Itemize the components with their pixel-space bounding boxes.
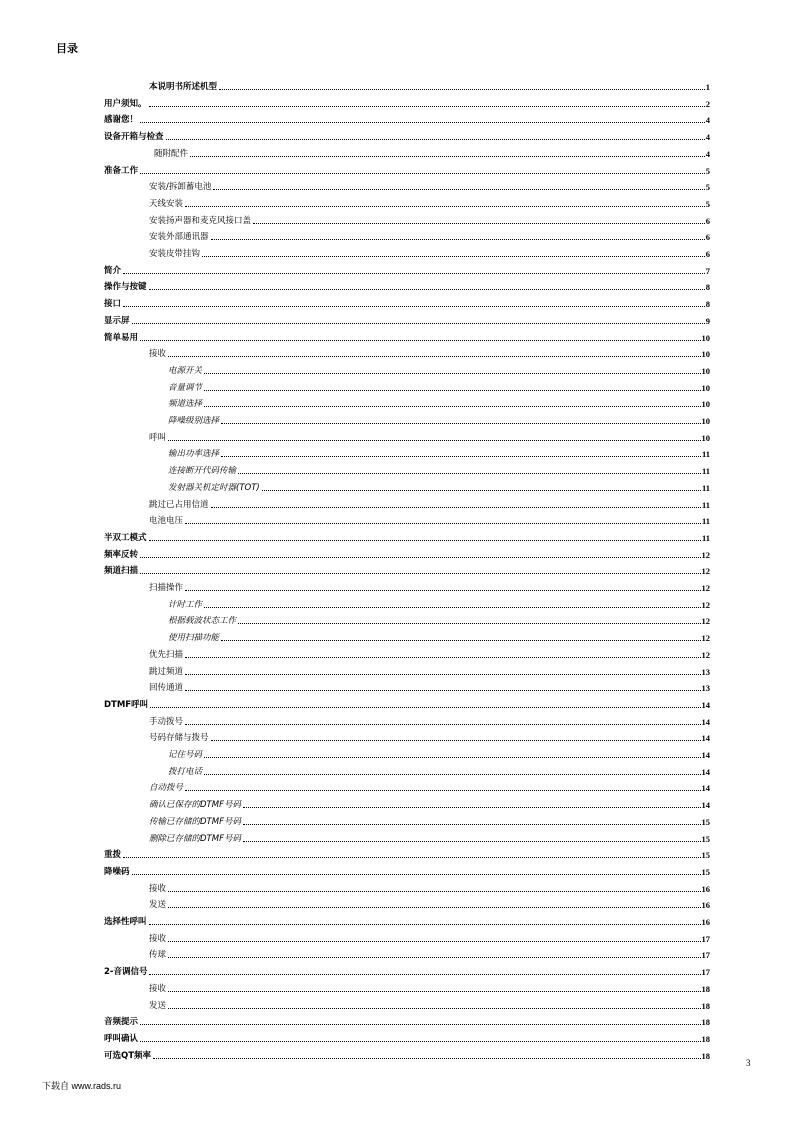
toc-entry-title: 删除已存储的DTMF号码 xyxy=(149,833,241,844)
toc-entry-page: 8 xyxy=(705,299,710,310)
toc-entry[interactable] xyxy=(104,914,710,928)
toc-entry-title: 跳过已占用信道 xyxy=(149,499,209,510)
toc-entry[interactable] xyxy=(149,229,710,243)
toc-entry-title: 根据载波状态工作 xyxy=(168,616,237,627)
toc-entry-page: 6 xyxy=(705,215,710,226)
toc-heading: 目录 xyxy=(56,42,78,55)
toc-entry[interactable] xyxy=(168,630,710,644)
toc-leader-dots xyxy=(238,473,701,474)
toc-entry-page: 10 xyxy=(701,332,710,343)
toc-entry-page: 17 xyxy=(701,950,710,961)
toc-entry-page: 2 xyxy=(705,98,710,109)
toc-entry-title: 发送 xyxy=(149,900,167,911)
toc-entry-page: 18 xyxy=(701,1017,710,1028)
toc-entry-title: 音量调节 xyxy=(168,382,203,393)
toc-leader-dots xyxy=(140,340,700,341)
toc-entry-title: 接收 xyxy=(149,349,167,360)
toc-entry-page: 15 xyxy=(701,816,710,827)
toc-entry-title: 发射器关机定时器(TOT) xyxy=(168,482,260,493)
toc-entry-page: 1 xyxy=(705,82,710,92)
toc-entry[interactable] xyxy=(149,831,710,845)
toc-entry[interactable] xyxy=(104,697,710,711)
toc-leader-dots xyxy=(168,1008,700,1009)
toc-entry-title: 传输已存储的DTMF号码 xyxy=(149,816,241,827)
toc-entry-title: DTMF呼叫 xyxy=(104,699,149,710)
toc-entry[interactable] xyxy=(149,346,710,360)
toc-leader-dots xyxy=(204,607,700,608)
toc-entry-title: 天线安装 xyxy=(149,198,184,209)
toc-entry-page: 10 xyxy=(701,432,710,443)
toc-entry[interactable] xyxy=(104,1014,710,1028)
toc-entry-title: 手动拨号 xyxy=(149,716,184,727)
toc-leader-dots xyxy=(140,1041,700,1042)
toc-leader-dots xyxy=(221,640,700,641)
toc-entry[interactable] xyxy=(168,480,710,494)
toc-entry-title: 回传通道 xyxy=(149,683,184,694)
toc-entry-page: 10 xyxy=(701,365,710,376)
toc-entry[interactable] xyxy=(149,580,710,594)
toc-leader-dots xyxy=(211,507,701,508)
toc-entry-page: 13 xyxy=(701,683,710,694)
toc-leader-dots xyxy=(185,590,700,591)
toc-entry[interactable] xyxy=(149,246,710,260)
toc-leader-dots xyxy=(168,907,700,908)
toc-entry[interactable] xyxy=(104,330,710,344)
toc-entry[interactable] xyxy=(149,730,710,744)
toc-leader-dots xyxy=(243,807,701,808)
toc-leader-dots xyxy=(168,440,700,441)
toc-leader-dots xyxy=(140,173,705,174)
toc-leader-dots xyxy=(149,289,705,290)
toc-entry-title: 电源开关 xyxy=(168,365,203,376)
toc-entry-title: 频率反转 xyxy=(104,549,139,560)
toc-leader-dots xyxy=(168,356,700,357)
toc-entry-page: 7 xyxy=(705,265,710,276)
toc-entry[interactable] xyxy=(149,680,710,694)
toc-entry-title: 发送 xyxy=(149,1000,167,1011)
toc-leader-dots xyxy=(168,891,700,892)
toc-entry-page: 6 xyxy=(705,232,710,243)
toc-entry[interactable] xyxy=(149,179,710,193)
toc-entry[interactable] xyxy=(154,146,710,160)
toc-entry[interactable] xyxy=(168,747,710,761)
toc-entry-title: 扫描操作 xyxy=(149,583,184,593)
toc-entry-page: 11 xyxy=(701,499,710,510)
toc-entry-title: 输出功率选择 xyxy=(168,449,220,460)
toc-entry-page: 15 xyxy=(701,850,710,861)
toc-entry-title: 简介 xyxy=(104,265,122,276)
toc-leader-dots xyxy=(204,406,700,407)
toc-entry-page: 12 xyxy=(701,583,710,593)
toc-entry-page: 12 xyxy=(701,633,710,644)
toc-entry[interactable] xyxy=(104,547,710,561)
toc-entry-page: 14 xyxy=(701,800,710,811)
toc-leader-dots xyxy=(153,1058,700,1059)
toc-leader-dots xyxy=(123,306,705,307)
toc-entry-title: 安装扬声器和麦克风接口盖 xyxy=(149,215,252,226)
toc-leader-dots xyxy=(211,239,705,240)
toc-entry-page: 18 xyxy=(701,1033,710,1044)
toc-entry-title: 使用扫描功能 xyxy=(168,633,220,644)
toc-leader-dots xyxy=(140,557,700,558)
toc-entry[interactable] xyxy=(104,163,710,177)
toc-entry[interactable] xyxy=(104,279,710,293)
toc-leader-dots xyxy=(204,774,700,775)
toc-entry-page: 11 xyxy=(701,532,710,543)
toc-entry-title: 呼叫确认 xyxy=(104,1033,139,1044)
page-number: 3 xyxy=(746,1058,751,1068)
toc-entry-page: 14 xyxy=(701,716,710,727)
toc-entry-title: 本说明书所述机型 xyxy=(149,82,218,92)
toc-entry-title: 号码存储与拨号 xyxy=(149,733,209,744)
toc-entry-page: 13 xyxy=(701,666,710,677)
toc-entry-page: 14 xyxy=(701,766,710,777)
toc-entry[interactable] xyxy=(168,597,710,611)
toc-entry[interactable] xyxy=(149,430,710,444)
toc-leader-dots xyxy=(140,122,705,123)
toc-entry-page: 14 xyxy=(701,783,710,794)
toc-entry[interactable] xyxy=(104,263,710,277)
toc-leader-dots xyxy=(204,373,700,374)
toc-leader-dots xyxy=(166,139,705,140)
toc-leader-dots xyxy=(211,740,701,741)
toc-entry-page: 16 xyxy=(701,900,710,911)
toc-entry-page: 11 xyxy=(701,466,710,477)
toc-leader-dots xyxy=(243,824,701,825)
toc-entry[interactable] xyxy=(149,780,710,794)
toc-entry-title: 感谢您！ xyxy=(104,115,139,126)
toc-entry-page: 15 xyxy=(701,833,710,844)
toc-leader-dots xyxy=(140,1024,700,1025)
toc-leader-dots xyxy=(123,273,705,274)
toc-entry[interactable] xyxy=(104,847,710,861)
toc-entry-title: 确认已保存的DTMF号码 xyxy=(149,800,241,811)
toc-entry-title: 频道选择 xyxy=(168,399,203,410)
toc-leader-dots xyxy=(123,857,700,858)
toc-leader-dots xyxy=(185,790,700,791)
toc-entry[interactable] xyxy=(104,864,710,878)
toc-entry-page: 10 xyxy=(701,399,710,410)
toc-leader-dots xyxy=(204,757,700,758)
toc-entry-page: 11 xyxy=(701,516,710,527)
toc-entry-page: 14 xyxy=(701,750,710,760)
toc-entry-page: 14 xyxy=(701,733,710,744)
toc-entry[interactable] xyxy=(104,964,710,978)
toc-entry-title: 传球 xyxy=(149,950,167,961)
toc-entry[interactable] xyxy=(168,613,710,627)
toc-entry[interactable] xyxy=(149,998,710,1012)
toc-entry-page: 16 xyxy=(701,883,710,894)
toc-leader-dots xyxy=(140,573,700,574)
toc-entry-page: 14 xyxy=(701,699,710,710)
toc-entry[interactable] xyxy=(168,363,710,377)
toc-leader-dots xyxy=(253,223,705,224)
toc-entry[interactable] xyxy=(168,446,710,460)
toc-entry[interactable] xyxy=(104,563,710,577)
toc-entry-title: 设备开箱与检查 xyxy=(104,132,164,143)
toc-entry-page: 4 xyxy=(705,132,710,143)
toc-entry[interactable] xyxy=(149,714,710,728)
toc-leader-dots xyxy=(238,623,700,624)
toc-entry-page: 10 xyxy=(701,349,710,360)
toc-entry[interactable] xyxy=(104,313,710,327)
toc-leader-dots xyxy=(213,189,704,190)
toc-entry-title: 操作与按键 xyxy=(104,282,147,293)
toc-leader-dots xyxy=(202,256,705,257)
toc-entry-title: 接收 xyxy=(149,883,167,894)
toc-entry-page: 10 xyxy=(701,382,710,393)
toc-entry[interactable] xyxy=(104,1048,710,1062)
toc-entry-title: 接收 xyxy=(149,933,167,944)
toc-entry-page: 4 xyxy=(705,115,710,126)
toc-entry-title: 降噪码 xyxy=(104,866,130,877)
toc-entry[interactable] xyxy=(104,1031,710,1045)
toc-entry-page: 5 xyxy=(705,182,710,193)
toc-entry-title: 优先扫描 xyxy=(149,649,184,660)
toc-leader-dots xyxy=(150,707,700,708)
toc-entry-page: 8 xyxy=(705,282,710,293)
toc-leader-dots xyxy=(168,941,700,942)
toc-entry[interactable] xyxy=(149,213,710,227)
toc-leader-dots xyxy=(132,323,705,324)
toc-entry-title: 选择性呼叫 xyxy=(104,917,147,927)
toc-entry-title: 随附配件 xyxy=(154,148,189,159)
toc-leader-dots xyxy=(221,423,700,424)
toc-entry-title: 安装/拆卸蓄电池 xyxy=(149,182,212,193)
toc-entry[interactable] xyxy=(149,513,710,527)
toc-entry-title: 电池电压 xyxy=(149,516,184,527)
toc-entry[interactable] xyxy=(149,79,710,93)
toc-entry[interactable] xyxy=(149,497,710,511)
toc-entry[interactable] xyxy=(104,296,710,310)
toc-entry-page: 12 xyxy=(701,616,710,627)
toc-entry-page: 12 xyxy=(701,599,710,610)
toc-entry-title: 半双工模式 xyxy=(104,532,147,543)
toc-entry[interactable] xyxy=(168,396,710,410)
toc-entry-title: 接口 xyxy=(104,299,122,310)
toc-entry-page: 6 xyxy=(705,249,710,259)
toc-entry[interactable] xyxy=(168,764,710,778)
toc-entry-page: 5 xyxy=(705,165,710,176)
toc-entry-page: 12 xyxy=(701,649,710,660)
toc-entry-page: 10 xyxy=(701,416,710,426)
toc-entry-title: 记住号码 xyxy=(168,750,203,760)
toc-entry[interactable] xyxy=(168,463,710,477)
toc-entry-page: 18 xyxy=(701,1050,710,1061)
toc-leader-dots xyxy=(149,106,705,107)
toc-entry-page: 16 xyxy=(701,917,710,927)
toc-entry-page: 17 xyxy=(701,967,710,978)
toc-entry-title: 跳过频道 xyxy=(149,666,184,677)
toc-entry[interactable] xyxy=(104,530,710,544)
toc-entry[interactable] xyxy=(104,96,710,110)
toc-entry-page: 9 xyxy=(705,315,710,326)
toc-leader-dots xyxy=(149,924,701,925)
toc-entry-title: 安装皮带挂钩 xyxy=(149,249,201,259)
toc-entry[interactable] xyxy=(168,380,710,394)
toc-entry-title: 频道扫描 xyxy=(104,566,139,577)
toc-entry[interactable] xyxy=(149,196,710,210)
toc-entry-page: 5 xyxy=(705,198,710,209)
toc-leader-dots xyxy=(185,657,700,658)
toc-leader-dots xyxy=(168,957,700,958)
toc-entry[interactable] xyxy=(149,981,710,995)
toc-entry[interactable] xyxy=(149,647,710,661)
toc-entry-title: 音频提示 xyxy=(104,1017,139,1028)
toc-leader-dots xyxy=(185,690,700,691)
toc-entry-title: 呼叫 xyxy=(149,432,167,443)
toc-leader-dots xyxy=(185,206,705,207)
toc-entry-page: 12 xyxy=(701,566,710,577)
toc-leader-dots xyxy=(185,724,700,725)
toc-leader-dots xyxy=(149,974,700,975)
toc-entry[interactable] xyxy=(149,881,710,895)
toc-entry[interactable] xyxy=(149,797,710,811)
toc-entry-title: 可选QT频率 xyxy=(104,1050,152,1061)
toc-leader-dots xyxy=(262,490,701,491)
toc-entry[interactable] xyxy=(149,897,710,911)
toc-entry-title: 用户须知。 xyxy=(104,98,147,109)
toc-entry-page: 15 xyxy=(701,866,710,877)
toc-leader-dots xyxy=(149,540,701,541)
toc-entry[interactable] xyxy=(149,814,710,828)
toc-entry-title: 计时工作 xyxy=(168,599,203,610)
toc-entry-title: 准备工作 xyxy=(104,165,139,176)
toc-entry-title: 降噪级别选择 xyxy=(168,416,220,426)
toc-entry[interactable] xyxy=(104,129,710,143)
toc-entry-page: 18 xyxy=(701,1000,710,1011)
toc-entry-page: 12 xyxy=(701,549,710,560)
toc-leader-dots xyxy=(221,456,701,457)
toc-leader-dots xyxy=(204,390,700,391)
toc-entry-page: 18 xyxy=(701,983,710,994)
toc-entry-title: 拨打电话 xyxy=(168,766,203,777)
toc-entry[interactable] xyxy=(104,112,710,126)
toc-entry-title: 显示屏 xyxy=(104,315,130,326)
toc-entry-title: 2-音调信号 xyxy=(104,967,148,978)
toc-leader-dots xyxy=(185,674,700,675)
toc-leader-dots xyxy=(190,156,705,157)
toc-entry-title: 接收 xyxy=(149,983,167,994)
toc-leader-dots xyxy=(132,874,701,875)
toc-leader-dots xyxy=(219,89,705,90)
toc-entry-page: 11 xyxy=(701,482,710,493)
toc-entry-title: 重拨 xyxy=(104,850,122,861)
toc-entry[interactable] xyxy=(168,413,710,427)
toc-entry[interactable] xyxy=(149,931,710,945)
toc-entry[interactable] xyxy=(149,664,710,678)
toc-entry-title: 简单易用 xyxy=(104,332,139,343)
toc-entry-page: 11 xyxy=(701,449,710,460)
toc-entry-title: 自动拨号 xyxy=(149,783,184,794)
footer-source[interactable]: 下载自 www.rads.ru xyxy=(42,1081,122,1091)
toc-entry-page: 4 xyxy=(705,148,710,159)
toc-leader-dots xyxy=(243,841,701,842)
toc-leader-dots xyxy=(168,991,700,992)
toc-entry-page: 17 xyxy=(701,933,710,944)
toc-entry-title: 连接断开代码传输 xyxy=(168,466,237,477)
toc-entry[interactable] xyxy=(149,947,710,961)
toc-leader-dots xyxy=(185,523,701,524)
toc-entry-title: 安装外部通讯器 xyxy=(149,232,209,243)
